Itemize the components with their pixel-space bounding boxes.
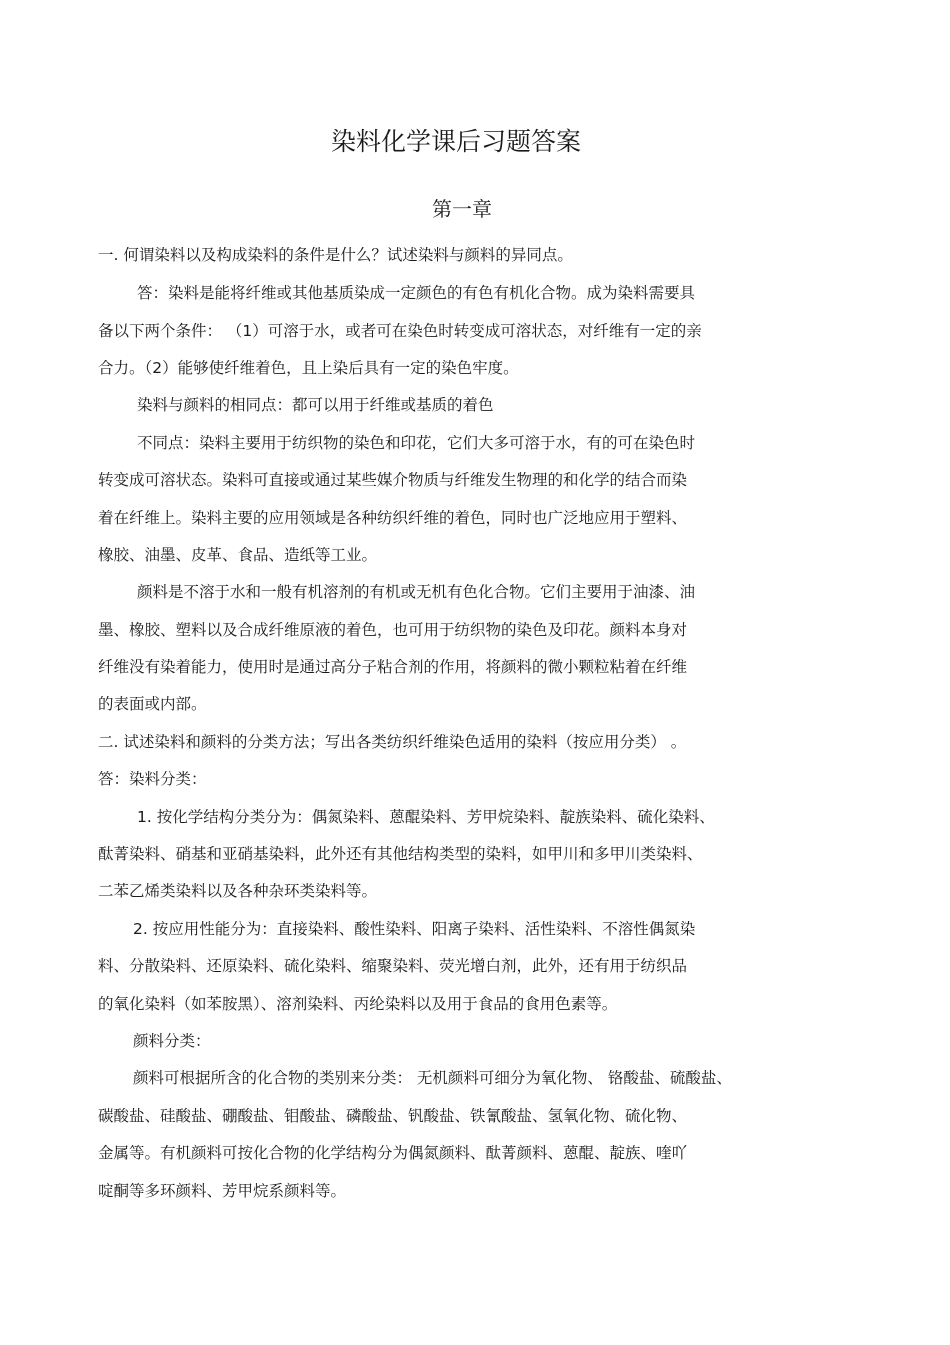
classification-item-1-line: 1. 按化学结构分类分为：偶氮染料、蒽醌染料、芳甲烷染料、靛族染料、硫化染料、 [137, 808, 715, 826]
pigment-classification-line: 碳酸盐、硅酸盐、硼酸盐、钼酸盐、磷酸盐、钒酸盐、铁氰酸盐、氢氧化物、硫化物、 [98, 1107, 688, 1125]
question-1: 一. 何谓染料以及构成染料的条件是什么？试述染料与颜料的异同点。 [98, 246, 573, 264]
question-2: 二. 试述染料和颜料的分类方法；写出各类纺织纤维染色适用的染料（按应用分类） 。 [98, 733, 687, 751]
classification-item-1-line: 二苯乙烯类染料以及各种杂环类染料等。 [98, 882, 378, 900]
similarity-line: 染料与颜料的相同点：都可以用于纤维或基质的着色 [137, 396, 494, 414]
answer-paragraph-line: 备以下两个条件： （1）可溶于水，或者可在染色时转变成可溶状态，对纤维有一定的亲 [98, 322, 702, 340]
pigment-paragraph-line: 纤维没有染着能力，使用时是通过高分子粘合剂的作用，将颜料的微小颗粒粘着在纤维 [98, 658, 688, 676]
answer-dye-classification: 答：染料分类： [98, 770, 207, 788]
pigment-classification-heading: 颜料分类： [133, 1032, 211, 1050]
pigment-paragraph-line: 的表面或内部。 [98, 695, 207, 713]
classification-item-2-line: 的氧化染料（如苯胺黑）、溶剂染料、丙纶染料以及用于食品的食用色素等。 [98, 995, 618, 1013]
pigment-paragraph-line: 颜料是不溶于水和一般有机溶剂的有机或无机有色化合物。它们主要用于油漆、油 [137, 583, 696, 601]
pigment-classification-line: 颜料可根据所含的化合物的类别来分类： 无机颜料可细分为氧化物、 铬酸盐、硫酸盐、 [133, 1069, 732, 1087]
chapter-heading: 第一章 [432, 197, 492, 221]
difference-paragraph-line: 橡胶、油墨、皮革、食品、造纸等工业。 [98, 546, 378, 564]
classification-item-1-line: 酞菁染料、硝基和亚硝基染料，此外还有其他结构类型的染料，如甲川和多甲川类染料、 [98, 845, 703, 863]
document-title: 染料化学课后习题答案 [330, 127, 581, 156]
pigment-classification-line: 金属等。有机颜料可按化合物的化学结构分为偶氮颜料、酞菁颜料、蒽醌、靛族、喹吖 [98, 1144, 688, 1162]
difference-paragraph-line: 不同点：染料主要用于纺织物的染色和印花，它们大多可溶于水，有的可在染色时 [137, 434, 696, 452]
classification-item-2-line: 料、分散染料、还原染料、硫化染料、缩聚染料、荧光增白剂，此外，还有用于纺织品 [98, 957, 688, 975]
difference-paragraph-line: 着在纤维上。染料主要的应用领域是各种纺织纤维的着色，同时也广泛地应用于塑料、 [98, 509, 688, 527]
classification-item-2-line: 2. 按应用性能分为：直接染料、酸性染料、阳离子染料、活性染料、不溶性偶氮染 [133, 920, 696, 938]
pigment-classification-line: 啶酮等多环颜料、芳甲烷系颜料等。 [98, 1182, 347, 1200]
pigment-paragraph-line: 墨、橡胶、塑料以及合成纤维原液的着色，也可用于纺织物的染色及印花。颜料本身对 [98, 621, 688, 639]
answer-paragraph-line: 合力。（2）能够使纤维着色，且上染后具有一定的染色牢度。 [98, 359, 519, 377]
difference-paragraph-line: 转变成可溶状态。染料可直接或通过某些媒介物质与纤维发生物理的和化学的结合而染 [98, 471, 688, 489]
answer-paragraph-line: 答：染料是能将纤维或其他基质染成一定颜色的有色有机化合物。成为染料需要具 [137, 284, 696, 302]
